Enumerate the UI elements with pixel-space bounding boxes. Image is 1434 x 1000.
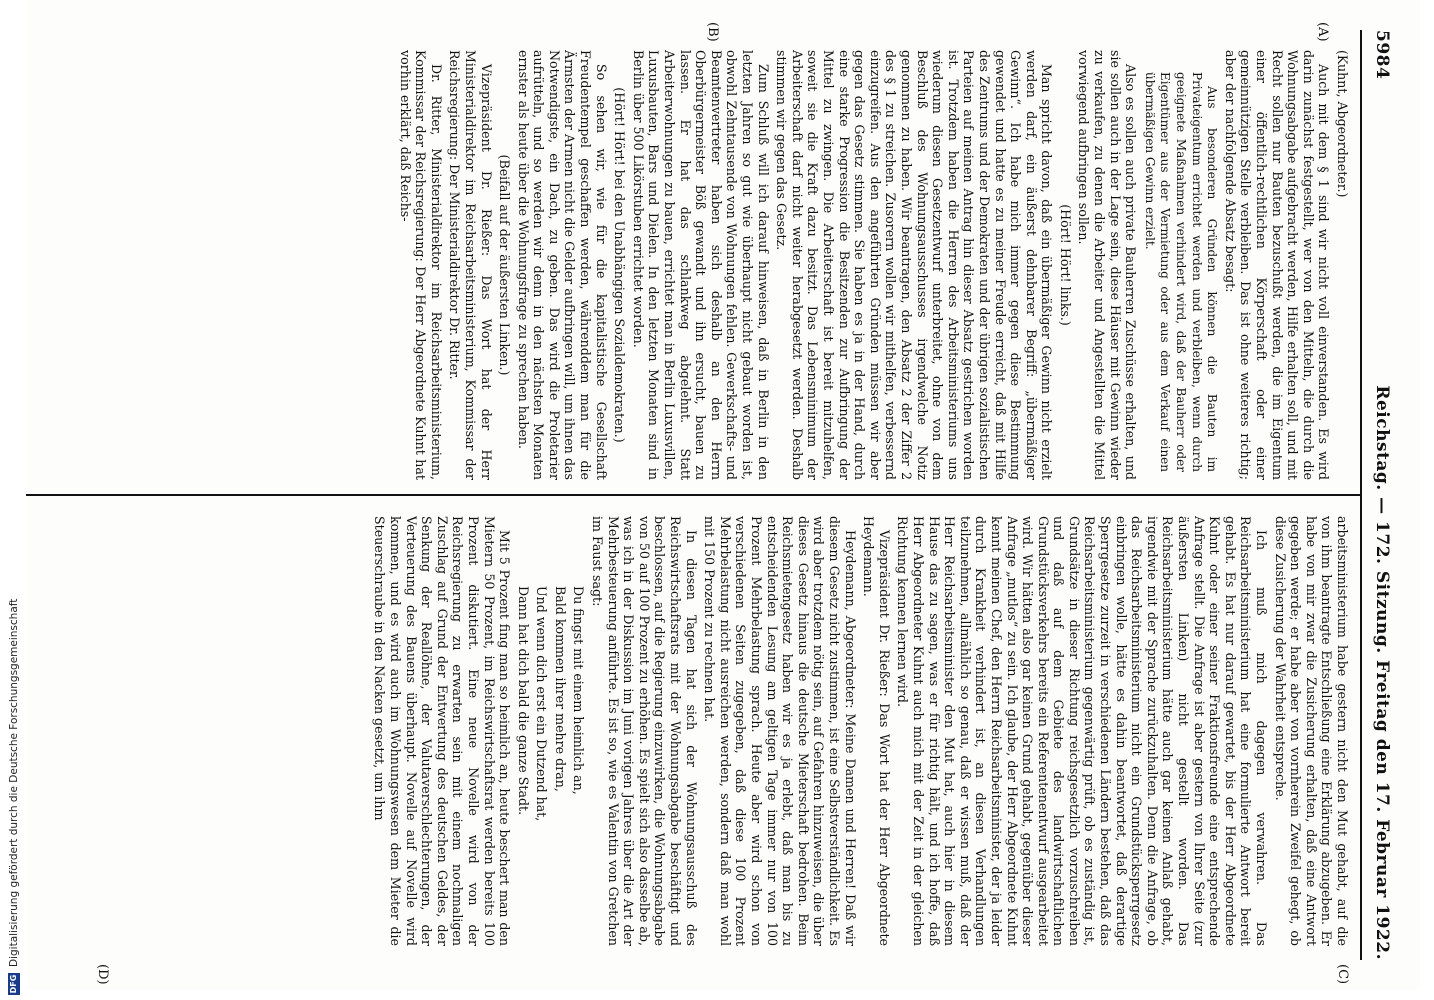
paragraph: So sehen wir, wie für die kapitalistische Gesellschaft Freudentempel geschaffen werden, währenddem man für die Ärmsten der Armen nicht die Gelder aufbringen will, um ihnen das Notwendigste, ein Dach, zu geben. Das wird die Proletarier aufrütteln, und so werden wir denn in den nächsten Monaten ernster als heute über die Wohnungsfrage zu sprechen haben.	[515, 50, 609, 480]
dfg-logo: DFG	[9, 974, 18, 994]
margin-letter-a: (A)	[1315, 22, 1330, 42]
margin-letter-c: (C)	[1335, 964, 1350, 985]
footer-band	[0, 0, 26, 1000]
left-column	[20, 50, 1350, 480]
verse-line: Du fingst mit einem heimlich an,	[571, 586, 587, 795]
page-header	[1366, 30, 1392, 960]
right-column	[20, 516, 1350, 946]
column-rule	[10, 494, 1360, 496]
interjection: (Hört! Hört! bei den Unabhängigen Sozialdemokraten.)	[612, 87, 628, 443]
paragraph: Auch mit dem § 1 sind wir nicht voll einverstanden. Es wird darin zunächst festgestellt, wer von den Mitteln, die durch die Wohnungsabgabe aufgebracht werden, Hilfe erhalten soll, und mit Recht sollen nur Bauten bezuschußt werden, die im Eigentum einer öffentlich-rechtlichen Körperschaft oder einer gemeinnützigen Stelle verbleiben. Das ist ohne weiteres richtig; aber der nachfolgende Absatz besagt:	[1222, 50, 1332, 480]
digitization-credit	[3, 0, 25, 995]
verse-line: Und wenn dich erst ein Dutzend hat,	[534, 586, 550, 822]
paragraph: Zum Schluß will ich darauf hinweisen, daß in Berlin in den letzten Jahren so gut wie überhaupt nicht gebaut worden ist, obwohl Zehntausende von Wohnungen fehlen. Gewerkschafts- und Beamtenvertreter haben sich deshalb an den Herrn Oberbürgermeister Böß gewandt und ihn ersucht, bauen zu lassen. Er hat das schlankweg abgelehnt. Statt Arbeiterwohnungen zu bauen, errichtet man in Berlin Luxusvillen, Luxusbauten, Bars und Dielen. In den letzten Monaten sind in Berlin über 500 Likörstuben errichtet worden.	[630, 50, 771, 480]
interjection: (Hört! Hört! links.)	[1057, 204, 1073, 326]
paragraph: In diesen Tagen hat sich der Wohnungsausschuß des Reichswirtschaftsrats mit der Wohnungsabgabe beschäftigt und beschlossen, auf die Regierung einzuwirken, die Wohnungsabgabe von 50 auf 100 Prozent zu erhöhen. Es spielt sich also dasselbe ab, was ich in der Diskussion im Juni vorigen Jahres über die Art der Mehrbesteuerung anführte. Es ist so, wie es Valentin von Gretchen im Faust sagt:	[590, 516, 699, 946]
paragraph: Mit 5 Prozent fing man so heimlich an, heute beschert man den Mietern 50 Prozent, im Reichswirtschaftsrat werden bereits 100 Prozent diskutiert. Eine neue Novelle wird von der Reichsregierung zu erwarten sein mit einem nochmaligen Zuschlag auf Grund der Entwertung des deutschen Geldes, der Senkung der Reallöhne, der Valutaverschlechterungen, der Verteuerung des Bauens überhaupt. Novelle auf Novelle wird kommen, und es wird auch im Wohnungswesen dem Mieter die Steuerschraube in den Nacken gesetzt, um ihm	[372, 516, 513, 946]
speaker-line: (Kuhnt, Abgeordneter.)	[1335, 50, 1350, 198]
verse-line: Bald kommen ihrer mehre dran,	[552, 586, 568, 792]
digitization-credit-text: Digitalisierung gefördert durch die Deutsche Forschungsgemeinschaft	[8, 598, 20, 967]
paragraph: Vizepräsident Dr. Rießer: Das Wort hat der Herr Abgeordnete Heydemann.	[861, 516, 892, 946]
paragraph: Dr. Ritter, Ministerialdirektor im Reichsarbeitsministerium, Kommissar der Reichsregierung: Der Herr Abgeordnete Kuhnt hat vorhin erklärt, daß Reichs-	[397, 50, 444, 480]
quoted-paragraph: Aus besonderen Gründen können die Bauten im Privateigentum errichtet werden und verbleiben, wenn durch geeignete Maßnahmen verhindert wird, daß der Bauherr oder Eigentümer aus der Vermietung oder aus dem Verkauf einen übermäßigen Gewinn erzielt.	[1142, 72, 1220, 472]
interjection: (Beifall auf der äußersten Linken.)	[497, 154, 513, 376]
page-number: 5984	[1372, 30, 1392, 80]
margin-letter-b: (B)	[705, 22, 720, 42]
paragraph: Ich muß mich dagegen verwahren. Das Reichsarbeitsministerium hat eine formulierte Antwort bereit gehabt. Es hat nur darauf gewartet, bis der Herr Abgeordnete Kuhnt oder einer seiner Fraktionsfreunde eine entsprechende Anfrage stellt. Die Anfrage ist aber gestern von Ihrer Seite (zur äußersten Linken) nicht gestellt worden. Das Reichsarbeitsministerium hätte auch gar keinen Anlaß gehabt, irgendwie mit der Sprache zurückzuhalten. Denn die Anfrage, ob das Reichsarbeitsministerium nicht ein Grundstücksperrgesetz einbringen wolle, hätte es dahin beantwortet, daß derartige Sperrgesetze zurzeit in verschiedenen Ländern bestehen, daß das Reichsarbeitsministerium gegenwärtig prüft, ob es zuständig ist, Grundsätze in dieser Richtung reichsgesetzlich vorzuschreiben und daß auf dem Gebiete des landwirtschaftlichen Grundstücksverkehrs bereits ein Referentenentwurf ausgearbeitet wird. Wir hätten also gar keinen Grund gehabt, gegenüber dieser Anfrage „mutlos“ zu sein. Ich glaube, der Herr Abgeordnete Kuhnt kennt meinen Chef, den Herrn Reichsarbeitsminister, der ja leider durch Krankheit verhindert ist, an diesen Verhandlungen teilzunehmen, allmählich so genau, daß er wissen muß, daß der Herr Reichsarbeitsminister den Mut hat, auch hier in diesem Hause das zu sagen, was er für richtig hält, und ich hoffe, daß Herr Abgeordneter Kuhnt auch mich mit der Zeit in der gleichen Richtung kennen lernen wird.	[895, 516, 1270, 946]
page-title: Reichstag. — 172. Sitzung. Freitag den 17. Februar 1922.	[1372, 385, 1392, 960]
paragraph: arbeitsministerium habe gestern nicht den Mut gehabt, auf die von ihm beantragte Entschließung eine Erklärung abzugeben. Er habe von mir zwar die Zusicherung erhalten, daß eine Antwort gegeben werde; er habe aber von vornherein Zweifel gehegt, ob diese Zusicherung der Wahrheit entspreche.	[1272, 516, 1350, 946]
paragraph: Also es sollen auch private Bauherren Zuschüsse erhalten, und sie sollen auch in der Lage sein, diese Häuser mit Gewinn wieder zu verkaufen, zu denen die Arbeiter und Angestellten die Mittel vorwiegend aufbringen sollen.	[1076, 50, 1139, 480]
verse-line: Dann hat dich bald die ganze Stadt.	[515, 586, 531, 816]
margin-letter-d: (D)	[95, 964, 110, 985]
paragraph: Vizepräsident Dr. Rießer: Das Wort hat der Herr Ministerialdirektor im Reichsarbeitsministerium, Kommissar der Reichsregierung: Der Ministerialdirektor Dr. Ritter.	[447, 50, 494, 480]
paragraph: Heydemann, Abgeordneter: Meine Damen und Herren! Daß wir diesem Gesetz nicht zustimmen, ist eine Selbstverständlichkeit. Es wird aber trotzdem nötig sein, auf Gefahren hinzuweisen, die über dieses Gesetz hinaus die deutsche Mieterschaft bedrohen. Beim Reichsmietengesetz haben wir es ja erlebt, daß man bis zu entscheidenden Lesung am geltigen Tage immer nur von 100 Prozent Mehrbelastung sprach. Heute aber wird schon von verschiedenen Seiten zugegeben, daß diese 100 Prozent Mehrbelastung nicht ausreichen werden, sondern daß man wohl mit 150 Prozent zu rechnen hat.	[702, 516, 858, 946]
header-rule	[1360, 30, 1362, 960]
paragraph: Man spricht davon, daß ein übermäßiger Gewinn nicht erzielt werden darf, ein äußerst dehnbarer Begriff: „übermäßiger Gewinn“. Ich habe mich immer gegen diese Bestimmung gewendet und hatte es zu meiner Freude erreicht, daß mit Hilfe des Zentrums und der Demokraten und der übrigen sozialistischen Parteien auf meinen Antrag hin dieser Absatz gestrichen worden ist. Trotzdem haben die Herren des Arbeitsministeriums uns wiederum diesen Gesetzentwurf unterbreitet, ohne von dem Beschluß des Wohnungsausschusses irgendwelche Notiz genommen zu haben. Wir beantragen, den Absatz 2 der Ziffer 2 des § 1 zu streichen. Zusorern wollen wir mithelfen, verbessernd einzugreifen. Aus den angeführten Gründen müssen wir aber gegen das Gesetz stimmen. Sie haben es ja in der Hand, durch eine starke Progression die Besitzenden zur Aufbringung der Mittel zu zwingen. Die Arbeiterschaft ist bereit mitzuhelfen, soweit sie die Kraft dazu besitzt. Das Lebensminimum der Arbeiterschaft darf nicht weiter herabgesetzt werden. Deshalb stimmen wir gegen das Gesetz.	[774, 50, 1055, 480]
